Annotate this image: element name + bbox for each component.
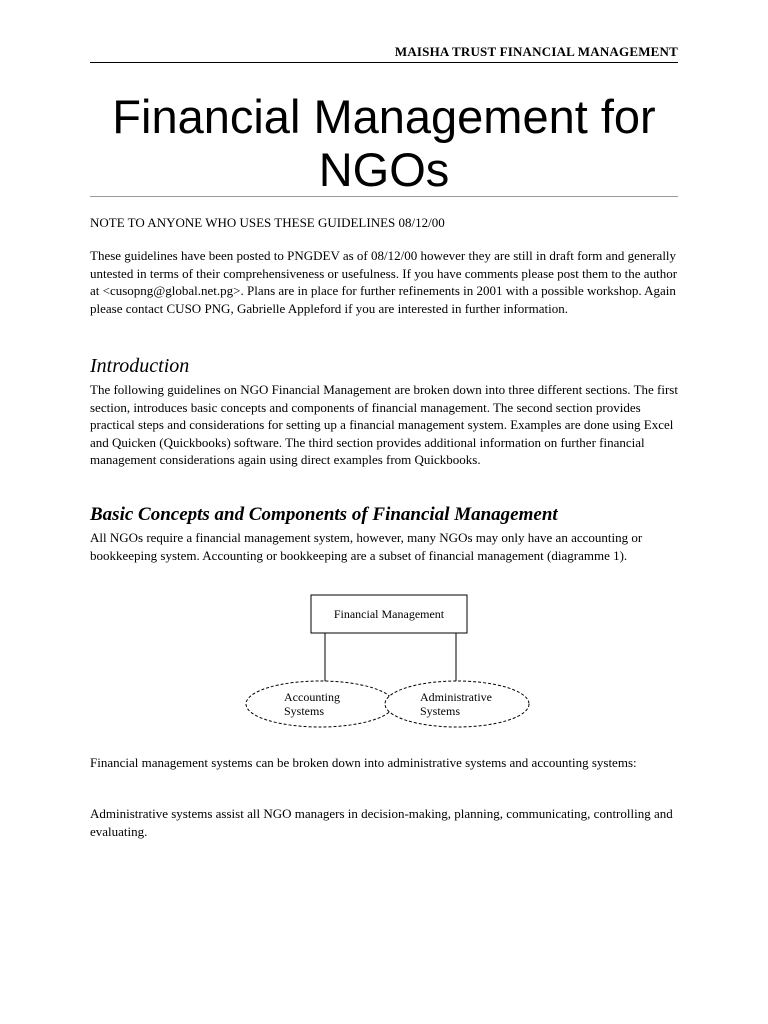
systems-paragraph: Financial management systems can be broken down into administrative systems and accounting systems:	[90, 755, 637, 770]
basic-concepts-paragraph: All NGOs require a financial management system, however, many NGOs may only have an accounting or bookkeeping system. Accounting or bookkeeping are a subset of financial management (diagramme 1).	[90, 530, 643, 563]
administrative-systems-paragraph: Administrative systems assist all NGO managers in decision-making, planning, communicating, controlling and evaluating.	[90, 806, 673, 839]
running-header: MAISHA TRUST FINANCIAL MANAGEMENT	[394, 44, 678, 59]
diagram-right-ellipse-line1: Administrative	[420, 690, 492, 704]
document-title: Financial Management for NGOs	[112, 90, 656, 196]
note-heading: NOTE TO ANYONE WHO USES THESE GUIDELINES 08/12/00	[90, 215, 445, 230]
diagram-right-ellipse-line2: Systems	[420, 704, 461, 718]
basic-concepts-heading: Basic Concepts and Components of Financial Management	[90, 504, 558, 525]
introduction-paragraph: The following guidelines on NGO Financial Management are broken down into three different sections. The first section, introduces basic concepts and components of financial management. The second section provides practical steps and considerations for setting up a financial management system. Examples are done using Excel and Quicken (Quickbooks) software. The third section provides additional information on further financial management considerations again using direct examples from Quickbooks.	[90, 382, 678, 467]
document-page	[90, 0, 678, 1024]
introduction-heading: Introduction	[90, 355, 190, 377]
financial-management-diagram	[245, 592, 535, 734]
header-rule	[90, 62, 678, 63]
diagram-left-ellipse-line2: Systems	[284, 704, 325, 718]
diagram-left-ellipse-line1: Accounting	[284, 690, 340, 704]
title-rule	[90, 196, 678, 197]
diagram-top-box-label: Financial Management	[333, 607, 445, 621]
note-paragraph: These guidelines have been posted to PNGDEV as of 08/12/00 however they are still in draft form and generally untested in terms of their comprehensiveness or usefulness. If you have comments please post them to the author at <cusopng@global.net.pg>. Plans are in place for further refinements in 2001 with a possible workshop. Again please contact CUSO PNG, Gabrielle Appleford if you are interested in further information.	[90, 248, 678, 316]
